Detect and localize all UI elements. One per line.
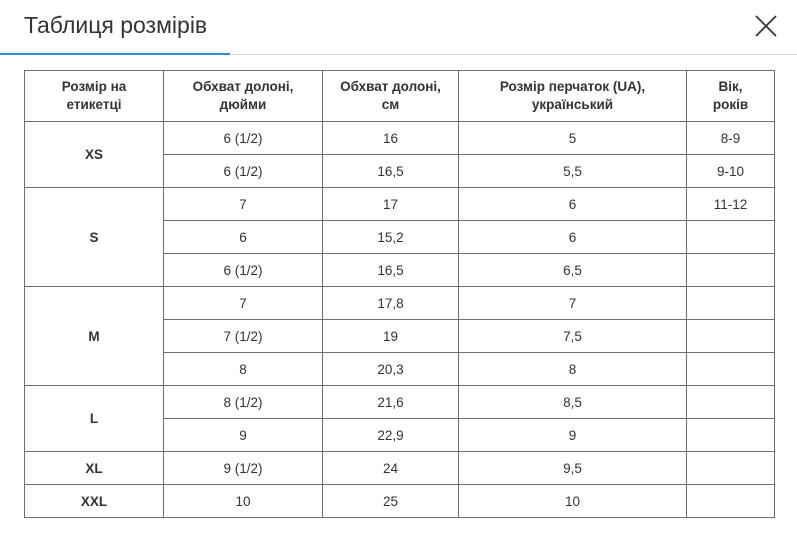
size-label-cell: XS: [25, 122, 164, 188]
palm-inches-cell: 7 (1/2): [164, 320, 323, 353]
glove-size-ua-cell: 8,5: [459, 386, 687, 419]
palm-inches-cell: 6 (1/2): [164, 155, 323, 188]
glove-size-ua-cell: 8: [459, 353, 687, 386]
table-row: [25, 386, 775, 419]
table-header-row: [25, 71, 775, 122]
palm-cm-cell: 22,9: [323, 419, 459, 452]
palm-cm-cell: 17: [323, 188, 459, 221]
glove-size-ua-cell: 7,5: [459, 320, 687, 353]
size-label-cell: XXL: [25, 485, 164, 518]
header-label-size: Розмір на етикетці: [25, 71, 164, 122]
palm-inches-cell: 7: [164, 188, 323, 221]
table-row: [25, 452, 775, 485]
age-cell: [687, 287, 775, 320]
palm-inches-cell: 6 (1/2): [164, 122, 323, 155]
palm-inches-cell: 10: [164, 485, 323, 518]
dialog-title: Таблиця розмірів: [24, 12, 208, 38]
size-label-cell: M: [25, 287, 164, 386]
close-button[interactable]: [753, 13, 779, 39]
palm-inches-cell: 8 (1/2): [164, 386, 323, 419]
glove-size-ua-cell: 5,5: [459, 155, 687, 188]
glove-size-ua-cell: 9: [459, 419, 687, 452]
table-row: [25, 287, 775, 320]
glove-size-ua-cell: 7: [459, 287, 687, 320]
size-label-cell: L: [25, 386, 164, 452]
size-label-cell: XL: [25, 452, 164, 485]
palm-cm-cell: 16: [323, 122, 459, 155]
age-cell: 9-10: [687, 155, 775, 188]
age-cell: 11-12: [687, 188, 775, 221]
age-cell: [687, 320, 775, 353]
palm-inches-cell: 9 (1/2): [164, 452, 323, 485]
age-cell: [687, 419, 775, 452]
header-palm-inches: Обхват долоні, дюйми: [164, 71, 323, 122]
palm-inches-cell: 6 (1/2): [164, 254, 323, 287]
palm-cm-cell: 19: [323, 320, 459, 353]
palm-inches-cell: 6: [164, 221, 323, 254]
palm-cm-cell: 24: [323, 452, 459, 485]
header-glove-size-ua: Розмір перчаток (UA), український: [459, 71, 687, 122]
palm-cm-cell: 15,2: [323, 221, 459, 254]
palm-cm-cell: 20,3: [323, 353, 459, 386]
header-age: Вік, років: [687, 71, 775, 122]
age-cell: [687, 485, 775, 518]
glove-size-ua-cell: 10: [459, 485, 687, 518]
age-cell: [687, 254, 775, 287]
table-body: [25, 122, 775, 518]
close-icon: [753, 13, 779, 39]
palm-inches-cell: 9: [164, 419, 323, 452]
palm-cm-cell: 16,5: [323, 254, 459, 287]
dialog-header: [0, 0, 797, 55]
table-row: [25, 485, 775, 518]
size-chart-table: [24, 70, 775, 518]
palm-cm-cell: 21,6: [323, 386, 459, 419]
glove-size-ua-cell: 6,5: [459, 254, 687, 287]
table-row: [25, 188, 775, 221]
title-underline: [0, 53, 230, 55]
glove-size-ua-cell: 9,5: [459, 452, 687, 485]
age-cell: [687, 386, 775, 419]
palm-cm-cell: 25: [323, 485, 459, 518]
glove-size-ua-cell: 6: [459, 221, 687, 254]
palm-cm-cell: 17,8: [323, 287, 459, 320]
palm-cm-cell: 16,5: [323, 155, 459, 188]
table-row: [25, 122, 775, 155]
age-cell: 8-9: [687, 122, 775, 155]
glove-size-ua-cell: 5: [459, 122, 687, 155]
palm-inches-cell: 8: [164, 353, 323, 386]
palm-inches-cell: 7: [164, 287, 323, 320]
header-palm-cm: Обхват долоні, см: [323, 71, 459, 122]
size-label-cell: S: [25, 188, 164, 287]
glove-size-ua-cell: 6: [459, 188, 687, 221]
age-cell: [687, 452, 775, 485]
age-cell: [687, 221, 775, 254]
age-cell: [687, 353, 775, 386]
